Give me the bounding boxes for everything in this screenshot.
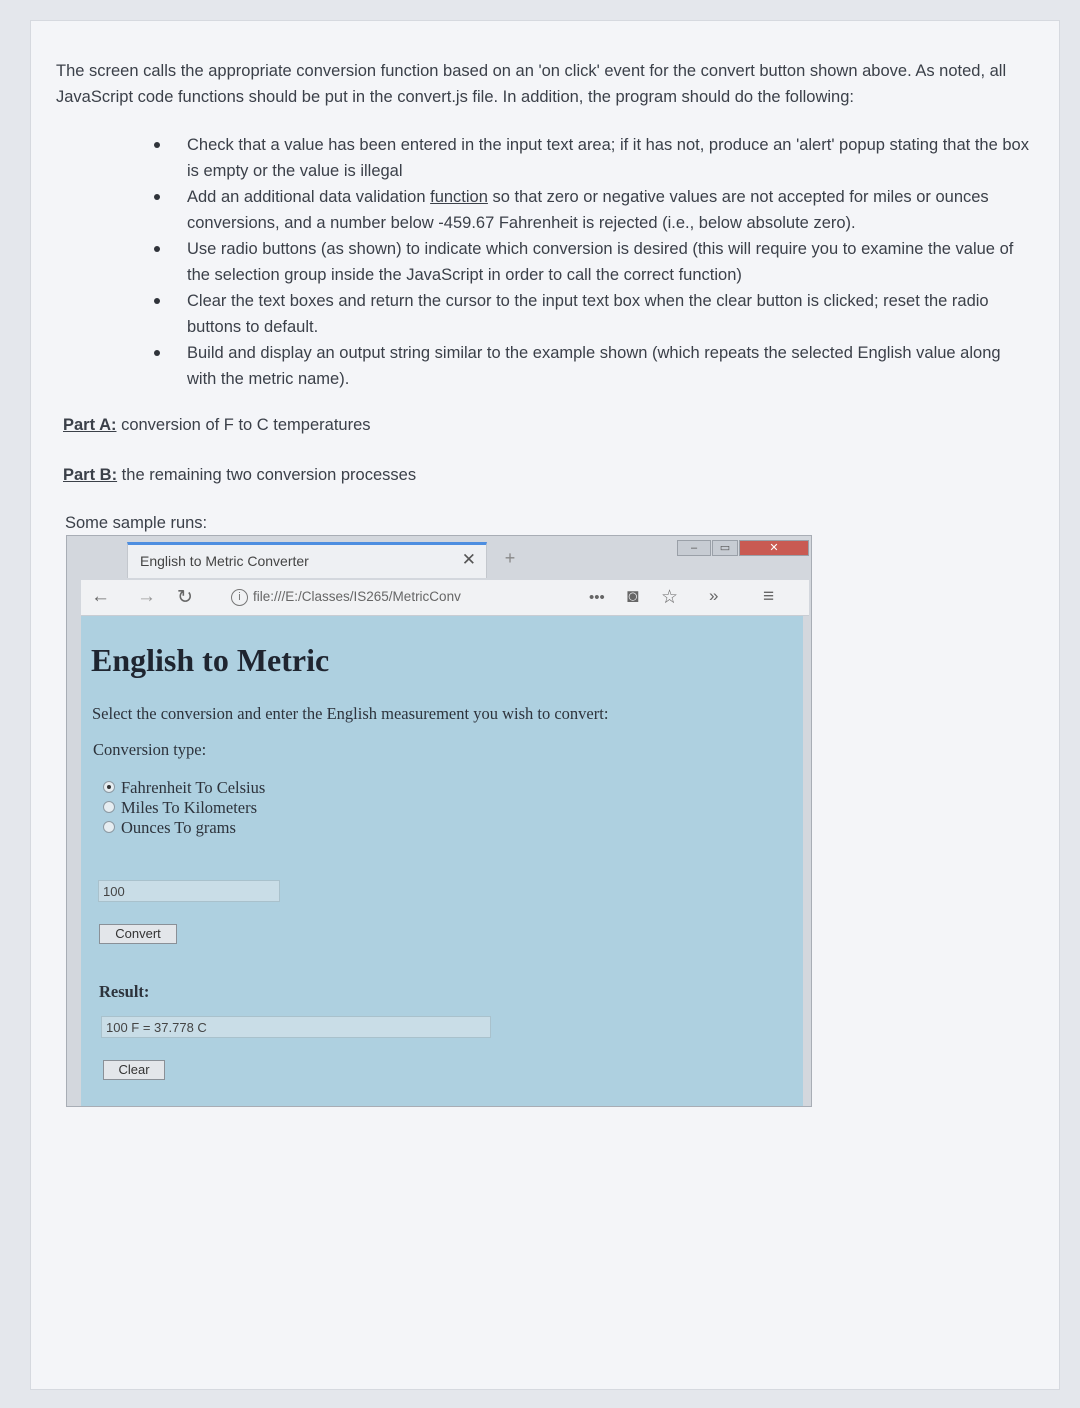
part-b: Part B: the remaining two conversion processes: [63, 466, 417, 484]
pocket-icon[interactable]: ◙: [627, 586, 639, 607]
clear-button[interactable]: Clear: [103, 1060, 165, 1080]
close-icon[interactable]: ✕: [461, 550, 476, 569]
conversion-type-label: Conversion type:: [93, 740, 207, 759]
list-item: Clear the text boxes and return the cursor to the input text box when the clear button is clicked; reset the radio buttons to default.: [150, 288, 1030, 340]
result-field[interactable]: 100 F = 37.778 C: [101, 1016, 491, 1038]
instructions-text: Select the conversion and enter the English measurement you wish to convert:: [92, 704, 609, 723]
list-item: Check that a value has been entered in the input text area; if it has not, produce an 'alert' popup stating that the box is empty or the value is illegal: [150, 132, 1030, 184]
window-close-icon[interactable]: ✕: [739, 540, 809, 556]
maximize-icon[interactable]: ▭: [712, 540, 738, 556]
page-title: English to Metric: [91, 642, 330, 678]
star-icon[interactable]: ☆: [661, 587, 679, 608]
requirements-list: [150, 132, 1030, 392]
browser-window: [66, 535, 812, 1107]
plus-icon[interactable]: +: [504, 548, 516, 568]
more-icon[interactable]: •••: [589, 589, 605, 606]
convert-button[interactable]: Convert: [99, 924, 177, 944]
info-icon[interactable]: i: [231, 589, 248, 606]
result-label: Result:: [99, 982, 150, 1001]
radio-selected-icon[interactable]: [103, 781, 115, 793]
minimize-icon[interactable]: –: [677, 540, 711, 556]
menu-icon[interactable]: ≡: [763, 586, 775, 607]
value-input[interactable]: 100: [98, 880, 280, 902]
intro-paragraph: The screen calls the appropriate conversion function based on an 'on click' event for the convert button shown above. As noted, all JavaScript code functions should be put in the convert.js file. In addition, the program should do the following:: [56, 62, 1007, 106]
list-item: Add an additional data validation function so that zero or negative values are not accepted for miles or ounces conversions, and a number below -459.67 Fahrenheit is rejected (i.e., below absolute zero).: [150, 184, 1030, 236]
url-text: file:///E:/Classes/IS265/MetricConv: [253, 589, 461, 604]
address-bar[interactable]: [221, 585, 533, 611]
radio-icon[interactable]: [103, 801, 115, 813]
radio-ounces-grams[interactable]: Ounces To grams: [103, 818, 236, 838]
reload-icon[interactable]: ↻: [177, 587, 193, 608]
radio-fahrenheit-celsius[interactable]: Fahrenheit To Celsius: [103, 778, 265, 798]
function-link: function: [430, 188, 488, 206]
page-content: [81, 616, 803, 1106]
tab-title: English to Metric Converter: [140, 553, 309, 569]
radio-miles-kilometers[interactable]: Miles To Kilometers: [103, 798, 257, 818]
sample-runs-label: Some sample runs:: [65, 514, 208, 532]
list-item: Use radio buttons (as shown) to indicate which conversion is desired (this will require you to examine the value of the selection group inside the JavaScript in order to call the correct function): [150, 236, 1030, 288]
forward-arrow-icon[interactable]: →: [137, 586, 156, 607]
nav-bar: [81, 580, 809, 616]
radio-icon[interactable]: [103, 821, 115, 833]
title-bar: [67, 536, 811, 580]
part-a: Part A: conversion of F to C temperatures: [63, 416, 371, 434]
back-arrow-icon[interactable]: ←: [91, 586, 110, 607]
list-item: Build and display an output string similar to the example shown (which repeats the selected English value along with the metric name).: [150, 340, 1030, 392]
overflow-chevron-icon[interactable]: »: [709, 586, 719, 605]
browser-tab[interactable]: [127, 542, 487, 578]
